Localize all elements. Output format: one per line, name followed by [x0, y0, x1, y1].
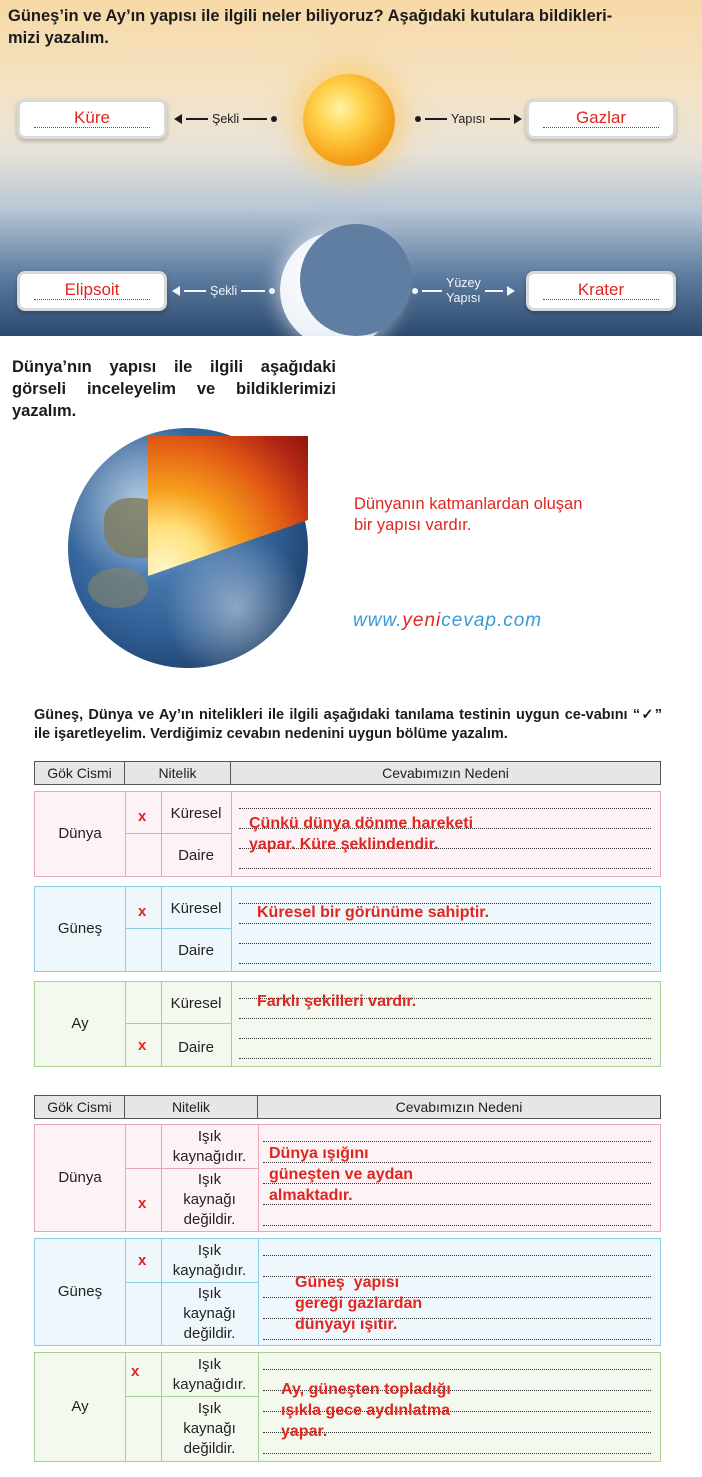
dot-icon: [412, 288, 418, 294]
arrow-right-icon: [507, 286, 515, 296]
moon-shape-answer: Elipsoit: [64, 280, 120, 299]
dot-icon: [269, 288, 275, 294]
reason-text: Güneş yapısı gereği gazlardan dünyayı ışıtır.: [295, 1274, 423, 1333]
arrow-left-icon: [174, 114, 182, 124]
moon-shape-label: Şekli: [210, 284, 238, 298]
sun-image: [303, 74, 395, 166]
check-mark: x: [138, 1037, 147, 1054]
check-mark: x: [138, 903, 147, 920]
option-b: Işık kaynağı değildir.: [183, 1171, 236, 1228]
option-b: Daire: [178, 942, 214, 959]
moon-surface-box: [526, 271, 676, 311]
header-body: Gök Cismi: [35, 762, 125, 784]
moon-shadow: [300, 224, 412, 336]
celestial-name: Güneş: [57, 1283, 103, 1300]
sun-moon-question: Güneş’in ve Ay’ın yapısı ile ilgili neler biliyoruz? Aşağıdaki kutulara bildikleri- mizi yazalım.: [8, 7, 613, 47]
table2-row-ay: [34, 1352, 661, 1462]
moon-surface-answer: Krater: [577, 280, 625, 299]
celestial-name: Ay: [71, 1015, 89, 1032]
moon-shape-connector: [172, 284, 275, 298]
table1-row-dunya: [34, 791, 661, 877]
sun-structure-answer: Gazlar: [575, 108, 627, 127]
earth-question: Dünya’nın yapısı ile ilgili aşağıdaki görseli inceleyelim ve bildiklerimizi yazalım.: [12, 358, 336, 420]
test-instructions: Güneş, Dünya ve Ay’ın nitelikleri ile ilgili aşağıdaki tanılama testinin uygun ce-vabını “✓” ile işaretleyelim. Verdiğimiz cevabın nedenini uygun bölüme yazalım.: [34, 707, 662, 742]
table1-row-gunes: [34, 886, 661, 972]
sun-shape-label: Şekli: [212, 112, 240, 126]
answer-dotted-line: [34, 127, 150, 128]
option-b: Daire: [178, 1039, 214, 1056]
header-reason: Cevabımızın Nedeni: [395, 1099, 523, 1115]
check-mark: x: [131, 1363, 140, 1380]
sun-shape-answer: Küre: [74, 108, 110, 127]
option-a: Küresel: [170, 805, 222, 822]
earth-answer: Dünyanın katmanlardan oluşan bir yapısı vardır.: [354, 495, 583, 534]
header-reason: Cevabımızın Nedeni: [382, 765, 509, 781]
sun-structure-connector: [415, 112, 522, 126]
celestial-name: Güneş: [57, 920, 103, 937]
option-a: Küresel: [170, 995, 222, 1012]
sun-moon-panel: [0, 0, 702, 336]
moon-shape-box: [17, 271, 167, 311]
celestial-name: Ay: [71, 1398, 89, 1415]
sun-shape-connector: [174, 112, 277, 126]
header-quality: Nitelik: [125, 1096, 258, 1118]
option-b: Daire: [178, 847, 214, 864]
reason-text: Çünkü dünya dönme hareketi yapar. Küre şeklindendir.: [249, 815, 474, 853]
celestial-name: Dünya: [58, 825, 102, 842]
check-mark: x: [138, 1252, 147, 1269]
answer-dotted-line: [543, 127, 659, 128]
option-a: Işık kaynağıdır.: [172, 1128, 247, 1165]
dot-icon: [415, 116, 421, 122]
moon-surface-label-2: Yapısı: [446, 291, 481, 305]
moon-surface-connector: [412, 276, 515, 306]
option-b: Işık kaynağı değildir.: [183, 1285, 236, 1342]
reason-text: Ay, güneşten topladığı ışıkla gece aydınlatma yapar.: [281, 1381, 451, 1440]
arrow-right-icon: [514, 114, 522, 124]
table2-header: [34, 1095, 661, 1119]
table2-row-gunes: [34, 1238, 661, 1346]
option-a: Küresel: [170, 900, 222, 917]
sun-shape-box: [17, 99, 167, 139]
answer-dotted-line: [543, 299, 659, 300]
header-quality: Nitelik: [125, 762, 231, 784]
moon-surface-label-1: Yüzey: [446, 276, 481, 290]
reason-text: Dünya ışığını güneşten ve aydan almaktadır.: [269, 1145, 414, 1204]
table1-row-ay: [34, 981, 661, 1067]
sun-structure-box: [526, 99, 676, 139]
header-body: Gök Cismi: [35, 1096, 125, 1118]
reason-text: Küresel bir görünüme sahiptir.: [257, 904, 490, 921]
reason-text: Farklı şekilleri vardır.: [257, 993, 417, 1010]
table2-row-dunya: [34, 1124, 661, 1232]
option-b: Işık kaynağı değildir.: [183, 1400, 236, 1457]
dot-icon: [271, 116, 277, 122]
watermark: www.yenicevap.com: [353, 610, 543, 631]
arrow-left-icon: [172, 286, 180, 296]
celestial-name: Dünya: [58, 1169, 102, 1186]
check-mark: x: [138, 1195, 147, 1212]
option-a: Işık kaynağıdır.: [172, 1242, 247, 1279]
option-a: Işık kaynağıdır.: [172, 1356, 247, 1393]
sun-structure-label: Yapısı: [451, 112, 486, 126]
table1-header: [34, 761, 661, 785]
check-mark: x: [138, 808, 147, 825]
answer-dotted-line: [34, 299, 150, 300]
